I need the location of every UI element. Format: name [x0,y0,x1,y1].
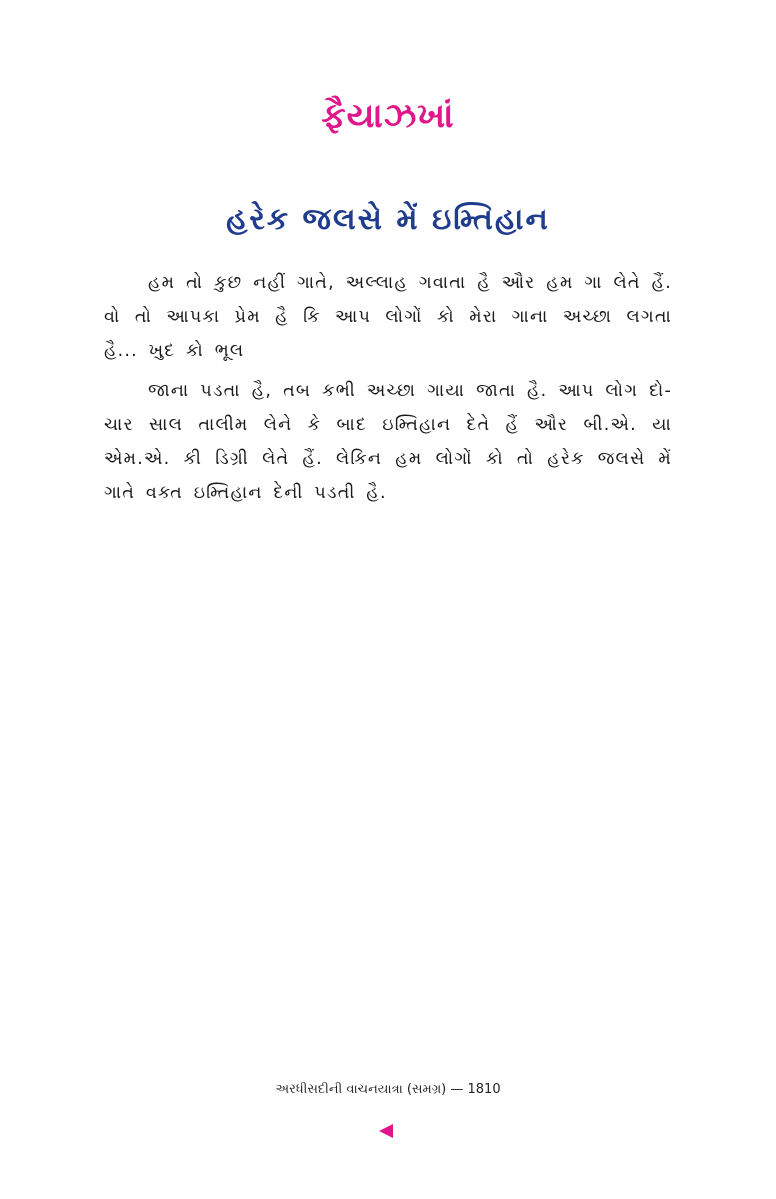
left-triangle-icon[interactable] [379,1124,393,1138]
page-footer: અરધીસદીની વાચનયાત્રા (સમગ્ર) — 1810 [275,1082,501,1097]
paragraph-1: હમ તો કુછ નહીં ગાતે, અલ્લાહ ગવાતા હૈ ઔર હમ ગા લેતે હૈં. વો તો આપકા પ્રેમ હૈ કિ આપ લોગોં કો મેરા ગાના અચ્છા લગતા હૈ... ખુદ કો ભૂલ [104,273,672,361]
paragraph-2: જાના પડતા હૈ, તબ કભી અચ્છા ગાયા જાતા હૈ. આપ લોગ દો-ચાર સાલ તાલીમ લેને કે બાદ ઇમ્તિહાન દેતે હૈં ઔર બી.એ. યા એમ.એ. કી ડિગ્રી લેતે હૈં. લેકિન હમ લોગોં કો તો હરેક જલસે મેં ગાતે વક્ત ઇમ્તિહાન દેની પડતી હૈ. [104,381,672,503]
article-title: હરેક જલસે મેં ઇમ્તિહાન [226,202,550,237]
author-name: ફૈયાઝખાં [321,96,455,136]
article-body [104,266,672,516]
